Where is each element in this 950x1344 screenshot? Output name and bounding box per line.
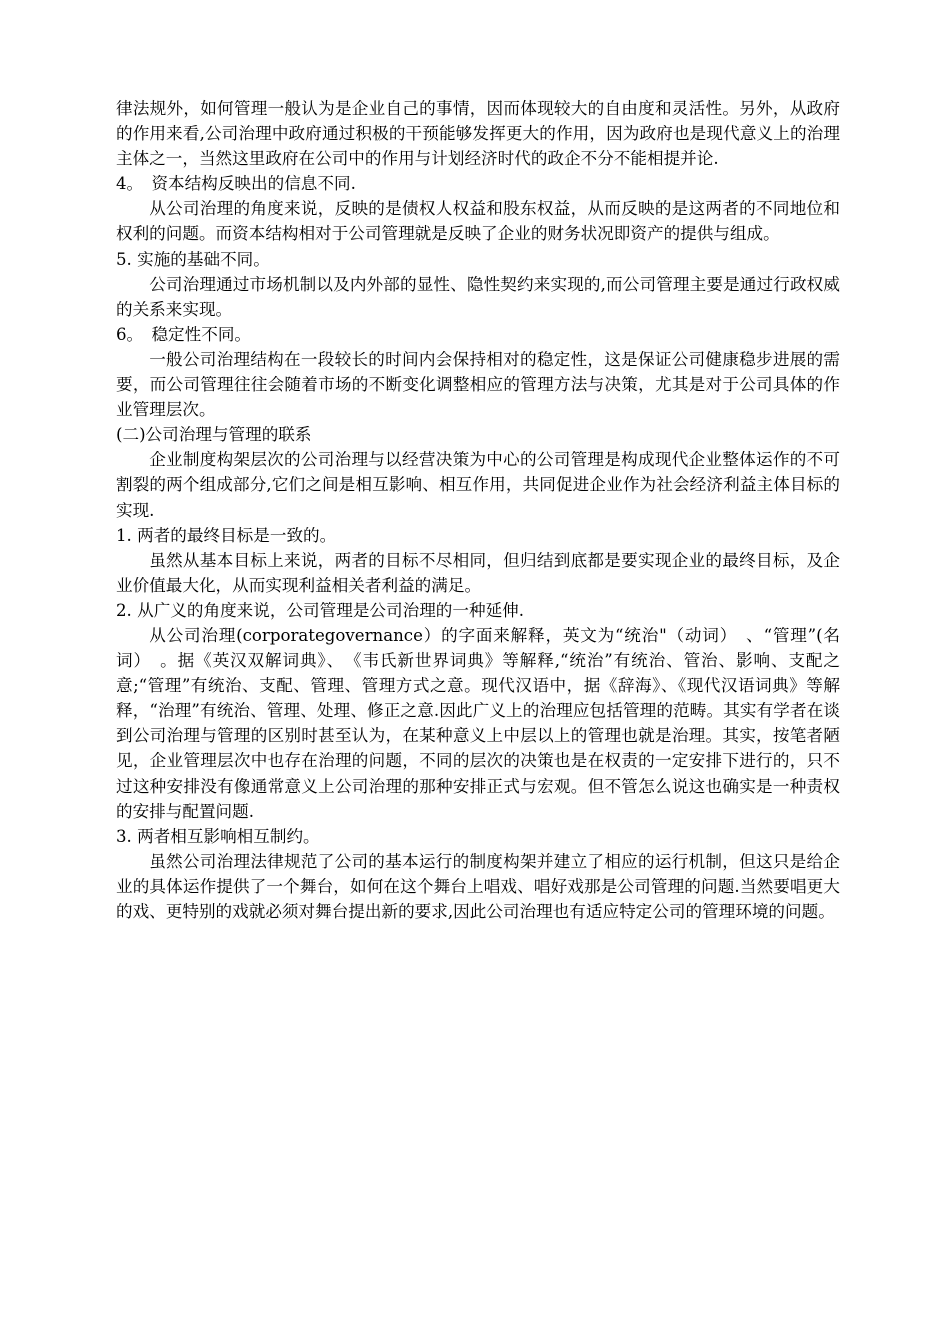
section-heading-governance-management-link: (二)公司治理与管理的联系	[116, 425, 312, 445]
paragraph-stability: 一般公司治理结构在一段较长的时间内会保持相对的稳定性，这是保证公司健康稳步进展的需要，而公司管理往往会随着市场的不断变化调整相应的管理方法与决策，尤其是对于公司具体的作业管理层次。	[116, 349, 840, 420]
section-heading-broad-sense: 2. 从广义的角度来说，公司管理是公司治理的一种延伸.	[116, 600, 525, 620]
paragraph-legal-regulation-continuation: 律法规外，如何管理一般认为是企业自己的事情，因而体现较大的自由度和灵活性。另外，从政府的作用来看,公司治理中政府通过积极的干预能够发挥更大的作用，因为政府也是现代意义上的治理主体之一，当然这里政府在公司中的作用与计划经济时代的政企不分不能相提并论.	[116, 99, 840, 169]
section-heading-common-goal: 1. 两者的最终目标是一致的。	[116, 525, 337, 545]
paragraph-mutual-influence: 虽然公司治理法律规范了公司的基本运行的制度构架并建立了相应的运行机制，但这只是给企业的具体运作提供了一个舞台，如何在这个舞台上唱戏、唱好戏那是公司管理的问题.当然要唱更大的戏、更特别的戏就必须对舞台提出新的要求,因此公司治理也有适应特定公司的管理环境的问题。	[116, 851, 840, 921]
section-heading-mutual-influence: 3. 两者相互影响相互制约。	[116, 826, 320, 846]
paragraph-capital-structure: 从公司治理的角度来说，反映的是债权人权益和股东权益，从而反映的是这两者的不同地位和权利的问题。而资本结构相对于公司管理就是反映了企业的财务状况即资产的提供与组成。	[116, 199, 840, 244]
document-page	[116, 96, 840, 924]
section-heading-capital-structure: 4。 资本结构反映出的信息不同.	[116, 174, 356, 194]
section-heading-implementation-basis: 5. 实施的基础不同。	[116, 249, 270, 269]
section-heading-stability: 6。 稳定性不同。	[116, 324, 252, 344]
paragraph-common-goal: 虽然从基本目标上来说，两者的目标不尽相同，但归结到底都是要实现企业的最终目标，及企业价值最大化，从而实现利益相关者利益的满足。	[116, 550, 840, 595]
paragraph-implementation-basis: 公司治理通过市场机制以及内外部的显性、隐性契约来实现的,而公司管理主要是通过行政权威的关系来实现。	[116, 274, 840, 319]
paragraph-governance-management-link: 企业制度构架层次的公司治理与以经营决策为中心的公司管理是构成现代企业整体运作的不可割裂的两个组成部分,它们之间是相互影响、相互作用，共同促进企业作为社会经济利益主体目标的实现.	[116, 450, 840, 520]
paragraph-broad-sense: 从公司治理(corporategovernance）的字面来解释，英文为“统治"（动词） 、“管理”(名词） 。据《英汉双解词典》、 《韦氏新世界词典》等解释,“统治”有统治、管治、影响、支配之意;“管理”有统治、支配、管理、管理方式之意。现代汉语中，据《辞海》、《现代汉语词典》等解释，“治理”有统治、管理、处理、修正之意.因此广义上的治理应包括管理的范畴。其实有学者在谈到公司治理与管理的区别时甚至认为，在某种意义上中层以上的管理也就是治理。其实，按笔者陋见，企业管理层次中也存在治理的问题，不同的层次的决策也是在权责的一定安排下进行的，只不过这种安排没有像通常意义上公司治理的那种安排正式与宏观。但不管怎么说这也确实是一种责权的安排与配置问题.	[116, 625, 840, 821]
